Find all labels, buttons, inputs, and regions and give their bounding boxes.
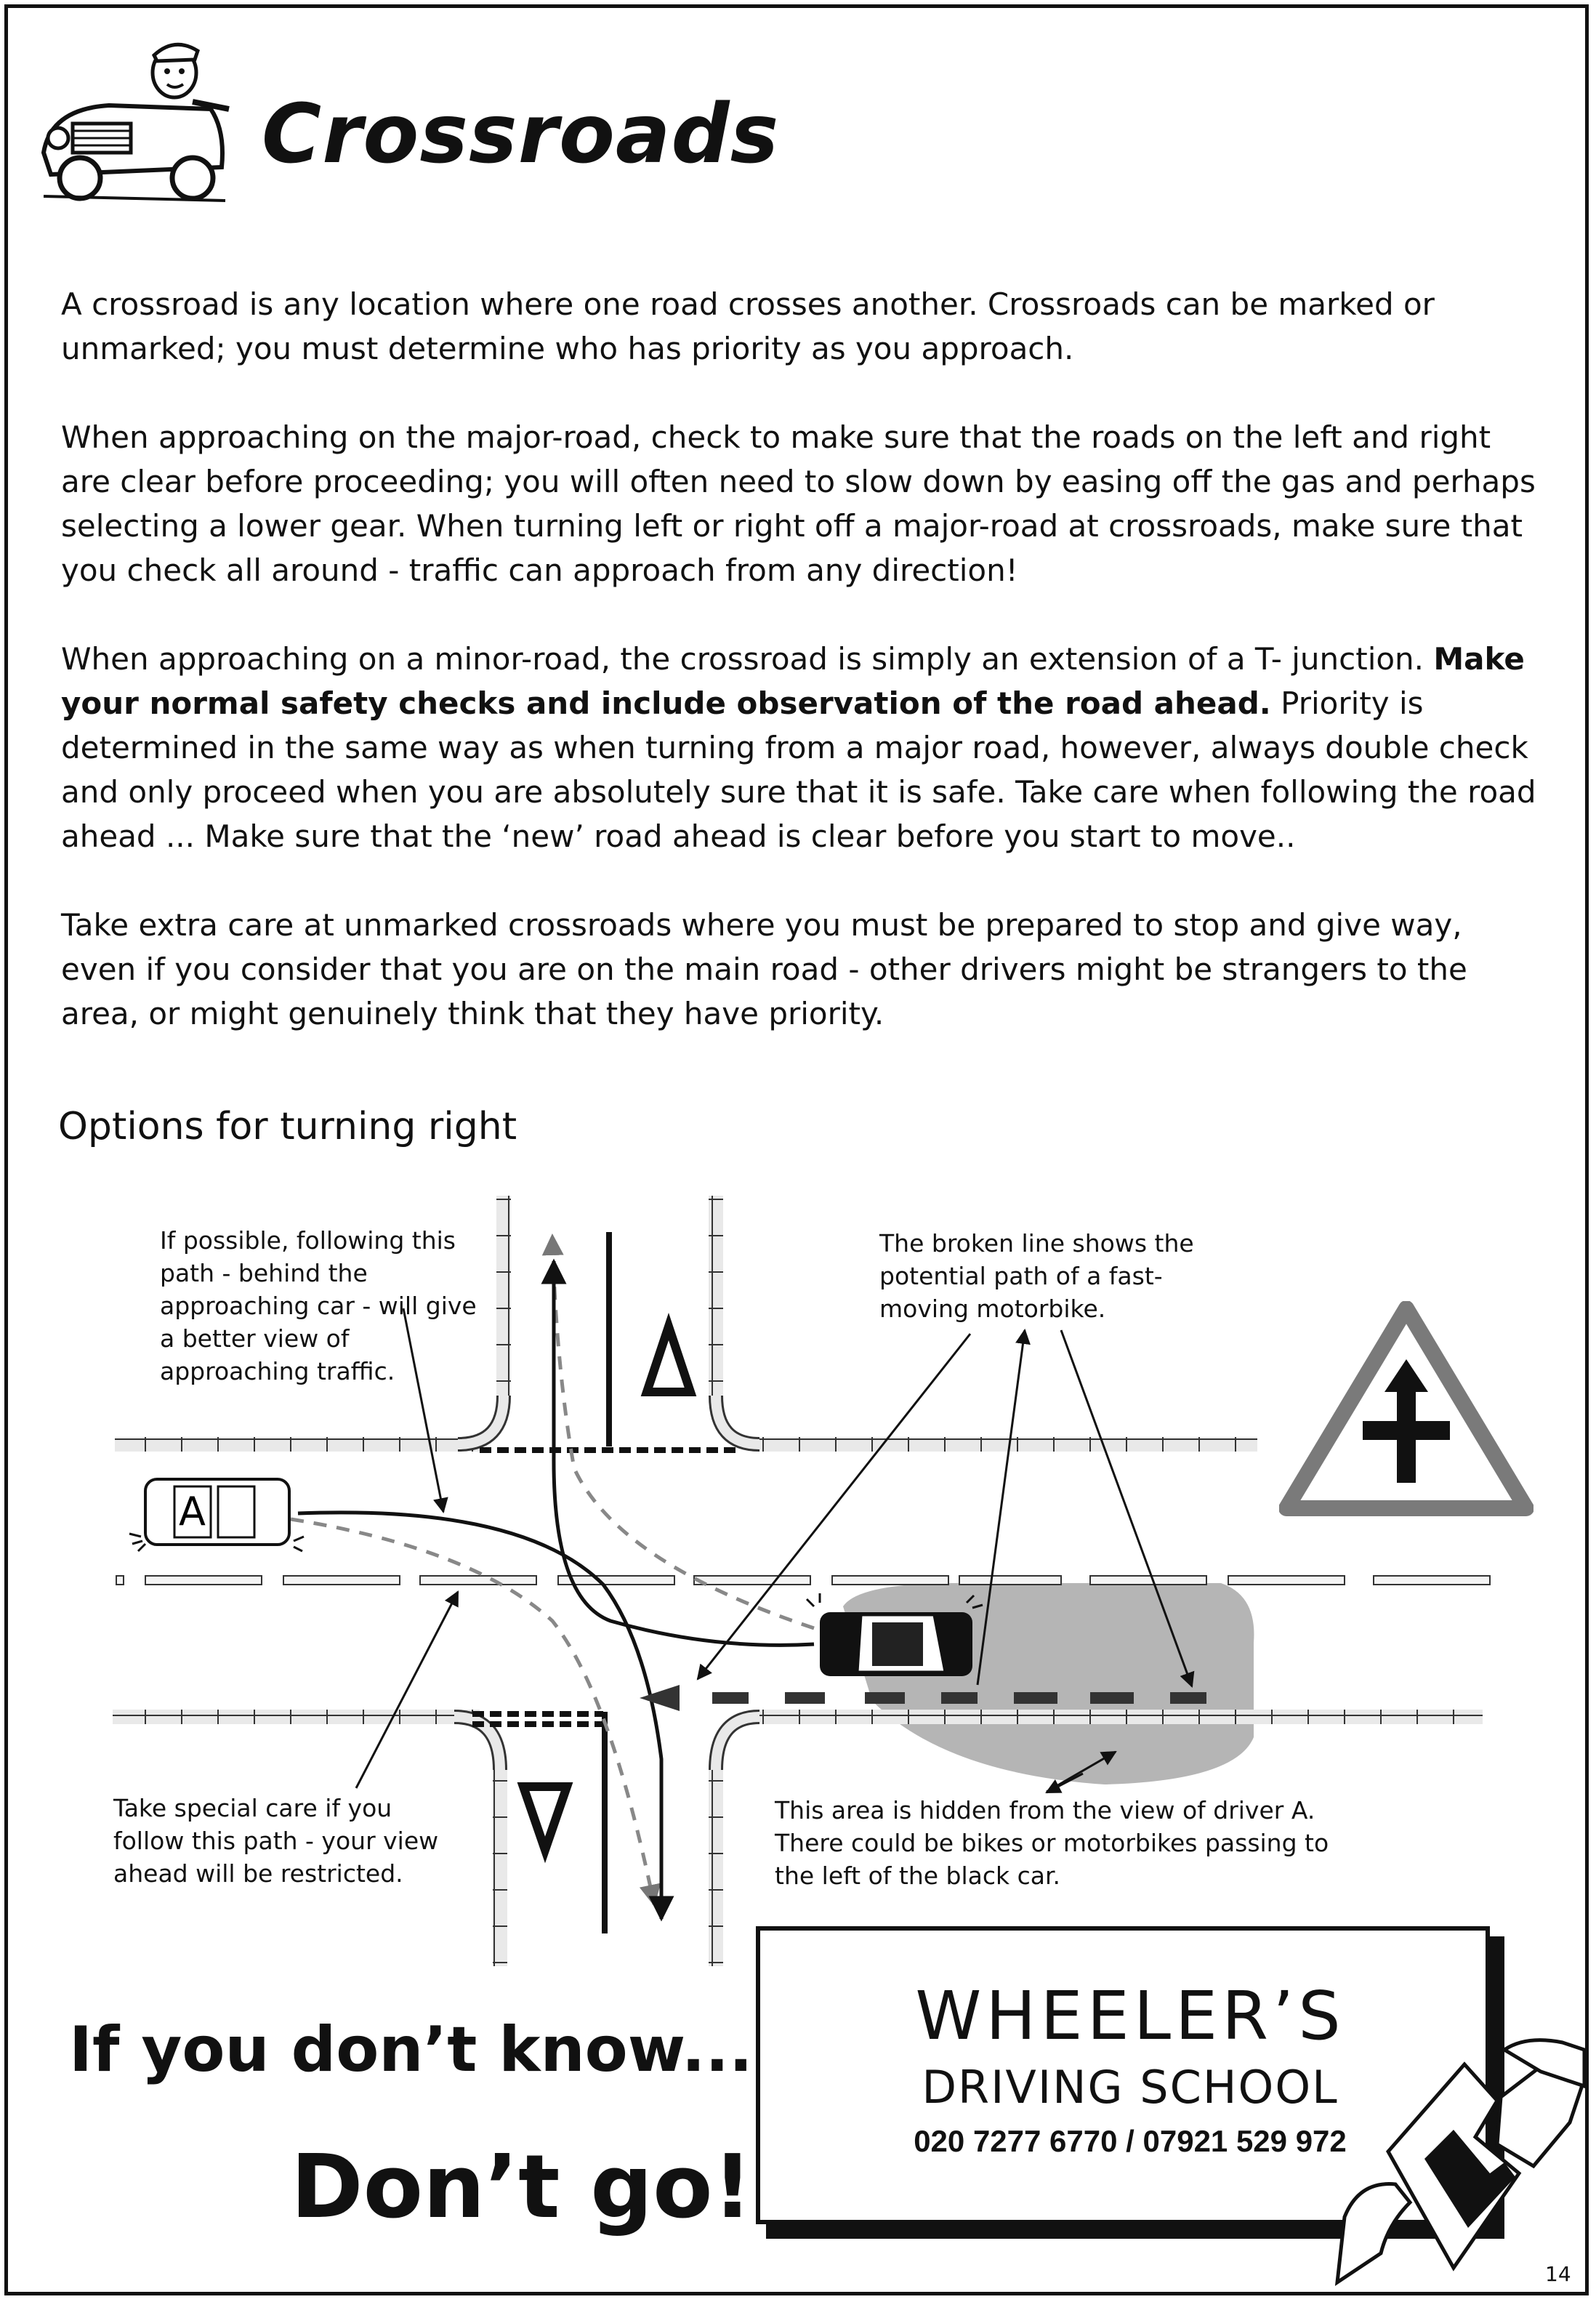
advert-subtitle: DRIVING SCHOOL xyxy=(922,2061,1339,2114)
note-bottom-right: This area is hidden from the view of driver A. There could be bikes or motorbikes passing to the left of the black car. xyxy=(775,1796,1329,1890)
car-a xyxy=(129,1479,304,1551)
paragraph-3 xyxy=(61,637,1544,858)
slogan-line-1: If you don’t know... xyxy=(69,2013,753,2086)
note-top-right: The broken line shows the potential path of a fast-moving motorbike. xyxy=(879,1229,1194,1323)
paragraph-3-end: Priority is determined in the same way as when turning from a major road, however, always double check and only proceed when you are absolutely sure that it is safe. Take care when following the road ahead ... Make sure that the ‘new’ road ahead is clear before you start to move.. xyxy=(61,685,1536,854)
diagram-subhead: Options for turning right xyxy=(58,1105,517,1148)
kerb-bottom-left xyxy=(113,1710,480,1724)
paragraph-4: Take extra care at unmarked crossroads where you must be prepared to stop and give way, even if you consider that you are on the main road - other drivers might be strangers to the area, or might genuinely think that they have priority. xyxy=(61,907,1467,1031)
paragraph-3-bold: Make your normal safety checks and include observation of the road ahead. xyxy=(61,641,1525,721)
torn-l-plate-icon xyxy=(1279,2035,1592,2290)
kerb-top-right xyxy=(752,1437,1257,1452)
centre-line xyxy=(116,1576,1490,1585)
paragraph-3-start: When approaching on a minor-road, the crossroad is simply an extension of a T- junction. xyxy=(61,641,1434,677)
cartoon-driver-icon xyxy=(29,29,233,204)
advert-phones: 020 7277 6770 / 07921 529 972 xyxy=(914,2124,1347,2158)
note-top-left: If possible, following this path - behind the approaching car - will give a better view of approaching traffic. xyxy=(160,1226,477,1385)
note-bottom-left: Take special care if you follow this path - your view ahead will be restricted. xyxy=(113,1794,439,1888)
advert-name: WHEELER’S xyxy=(915,1977,1345,2055)
kerb-n-right xyxy=(709,1196,723,1396)
kerb-n-left xyxy=(496,1196,511,1396)
car-a-label: A xyxy=(179,1489,206,1534)
paragraph-1: A crossroad is any location where one road crosses another. Crossroads can be marked or unmarked; you must determine who has priority as you approach. xyxy=(61,286,1435,366)
kerb-top-left xyxy=(115,1437,482,1452)
paragraph-2: When approaching on the major-road, check to make sure that the roads on the left and right are clear before proceeding; you will often need to slow down by easing off the gas and perhaps selecting a lower gear. When turning left or right off a major-road at crossroads, make sure that you check all around - traffic can approach from any direction! xyxy=(61,419,1536,588)
page-title: Crossroads xyxy=(262,87,780,182)
kerb-s-left xyxy=(493,1770,507,1966)
page-number: 14 xyxy=(1545,2262,1571,2286)
kerb-s-right xyxy=(709,1770,723,1966)
crossroads-warning-sign-icon xyxy=(1279,1301,1533,1519)
slogan-line-2: Don’t go! xyxy=(291,2137,753,2238)
body-text xyxy=(61,282,1544,1080)
kerb-bottom-right xyxy=(749,1710,1483,1724)
